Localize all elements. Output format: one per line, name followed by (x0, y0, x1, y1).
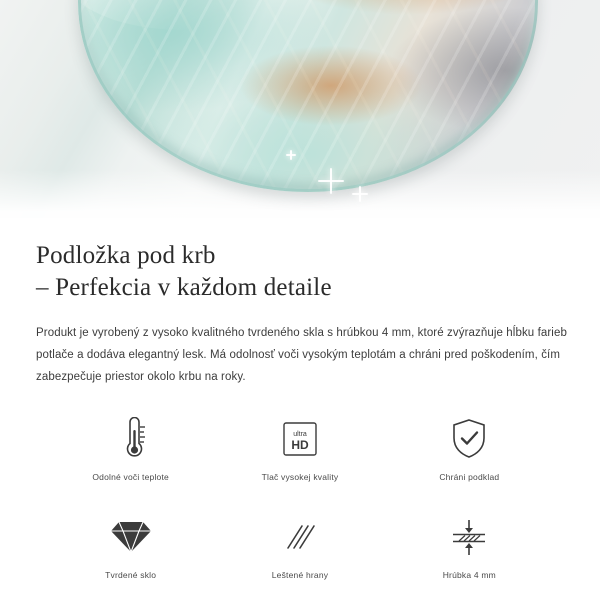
shield-check-icon (449, 414, 489, 464)
feature-item-print-quality (215, 414, 384, 502)
thermometer-icon (112, 414, 150, 464)
headline-line-1: Podložka pod krb (36, 242, 216, 269)
feature-caption: Odolné voči teplote (92, 472, 169, 482)
svg-text:ultra: ultra (293, 431, 307, 438)
feature-caption: Chráni podklad (439, 472, 500, 482)
svg-text:HD: HD (291, 438, 309, 452)
feature-item-surface-protection (385, 414, 554, 502)
feature-item-polished-edges (215, 512, 384, 600)
glass-pad-product (78, 0, 538, 192)
feature-item-tempered-glass (46, 512, 215, 600)
feature-item-thickness (385, 512, 554, 600)
headline-line-2: – Perfekcia v každom detaile (36, 274, 332, 301)
feature-caption: Tvrdené sklo (105, 570, 157, 580)
ultra-hd-icon (280, 414, 320, 464)
diamond-icon (109, 512, 153, 562)
feature-grid (36, 414, 564, 600)
page-title (36, 240, 564, 304)
feature-item-heat-resistant (46, 414, 215, 502)
hero-image (0, 0, 600, 218)
thickness-arrows-icon (447, 512, 491, 562)
content-area (0, 240, 600, 600)
product-description-text: Produkt je vyrobený z vysoko kvalitného tvrdeného skla s hrúbkou 4 mm, ktoré zvýrazňuje hĺbku farieb potlače a dodáva elegantný lesk. Má odolnosť voči vysokým teplotám a chráni pred poškodením, čím zabezpečuje priestor okolo krbu na roky. (36, 327, 567, 383)
feature-caption: Leštené hrany (271, 570, 329, 580)
feature-caption: Tlač vysokej kvality (261, 472, 339, 482)
feature-caption: Hrúbka 4 mm (442, 570, 496, 580)
polished-edges-icon (280, 512, 320, 562)
